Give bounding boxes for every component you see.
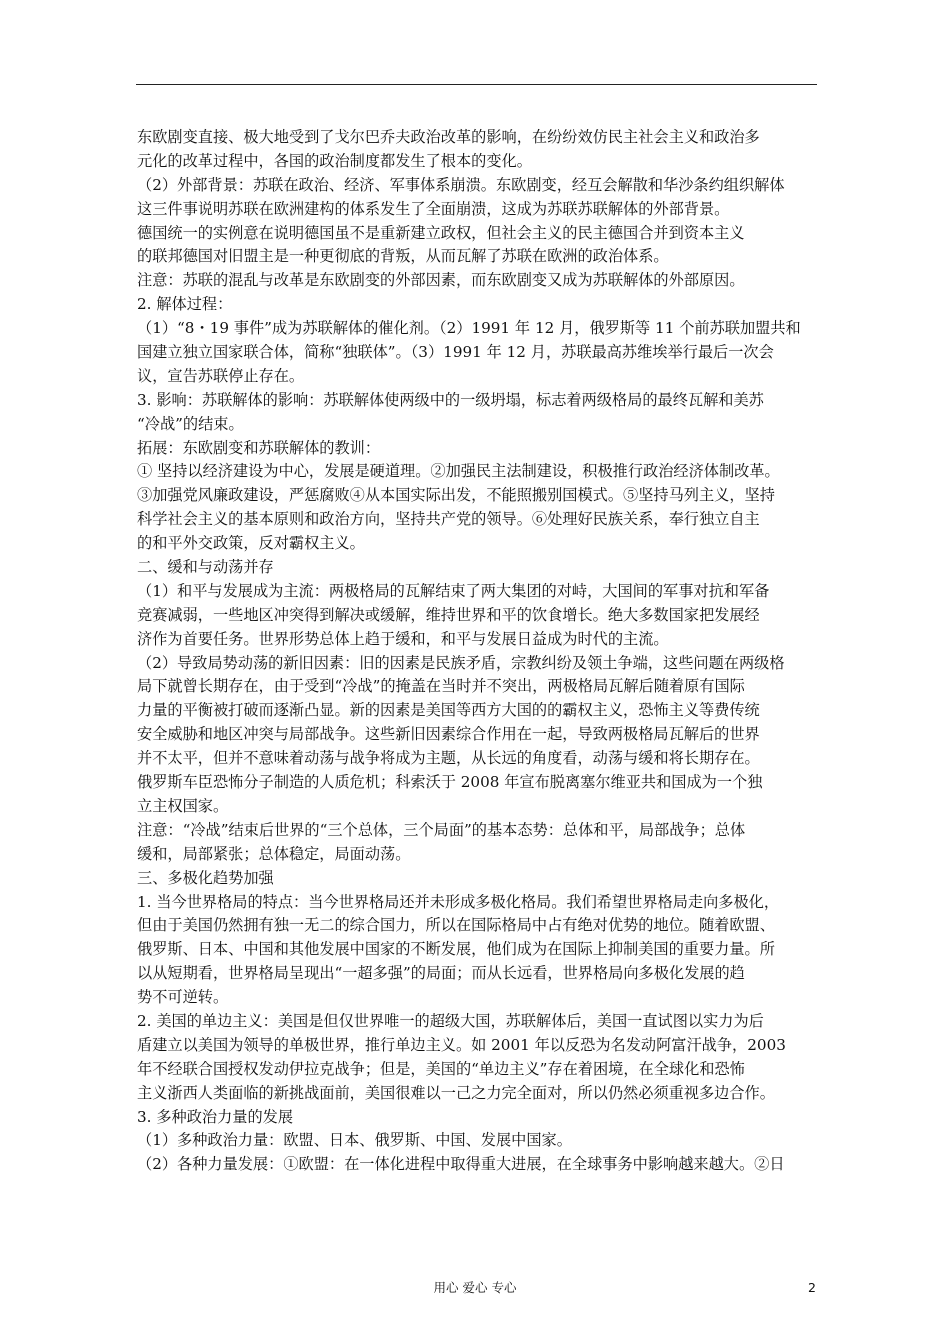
text-line: 3. 影响：苏联解体的影响：苏联解体使两级中的一级坍塌，标志着两级格局的最终瓦解和美苏 — [137, 390, 764, 409]
text-line: 的和平外交政策，反对霸权主义。 — [137, 534, 365, 553]
text-line: 以从短期看，世界格局呈现出“一超多强”的局面；而从长远看，世界格局向多极化发展的趋 — [137, 964, 745, 983]
text-line: 注意：苏联的混乱与改革是东欧剧变的外部因素，而东欧剧变又成为苏联解体的外部原因。 — [137, 271, 745, 290]
text-line: 盾建立以美国为领导的单极世界，推行单边主义。如 2001 年以反恐为名发动阿富汗战争，2003 — [137, 1035, 786, 1054]
text-line: （1）“8・19 事件”成为苏联解体的催化剂。（2）1991 年 12 月，俄罗斯等 11 个前苏联加盟共和 — [137, 319, 801, 338]
text-line: （2）各种力量发展：①欧盟：在一体化进程中取得重大进展，在全球事务中影响越来越大。②日 — [137, 1155, 785, 1174]
text-line: 俄罗斯、日本、中国和其他发展中国家的不断发展，他们成为在国际上抑制美国的重要力量。所 — [137, 940, 775, 959]
text-line: 德国统一的实例意在说明德国虽不是重新建立政权，但社会主义的民主德国合并到资本主义 — [137, 223, 745, 242]
text-line: 2. 解体过程： — [137, 295, 233, 314]
text-line: 议，宣告苏联停止存在。 — [137, 366, 305, 385]
text-line: 这三件事说明苏联在欧洲建构的体系发生了全面崩溃，这成为苏联苏联解体的外部背景。 — [137, 199, 730, 218]
footer-slogan: 用心 爱心 专心 — [433, 1280, 517, 1295]
text-line: 元化的改革过程中，各国的政治制度都发生了根本的变化。 — [137, 151, 532, 170]
text-line: 缓和，局部紧张；总体稳定，局面动荡。 — [137, 844, 411, 863]
text-line: 济作为首要任务。世界形势总体上趋于缓和，和平与发展日益成为时代的主流。 — [137, 629, 669, 648]
text-line: 注意：“冷战”结束后世界的“三个总体，三个局面”的基本态势：总体和平，局部战争；总体 — [137, 820, 746, 839]
text-line: 但由于美国仍然拥有独一无二的综合国力，所以在国际格局中占有绝对优势的地位。随着欧盟、 — [137, 916, 775, 935]
text-line: 三、多极化趋势加强 — [137, 868, 274, 887]
text-line: 局下就曾长期存在，由于受到“冷战”的掩盖在当时并不突出，两极格局瓦解后随着原有国际 — [137, 677, 745, 696]
text-line: 3. 多种政治力量的发展 — [137, 1107, 294, 1126]
text-line: 俄罗斯车臣恐怖分子制造的人质危机；科索沃于 2008 年宣布脱离塞尔维亚共和国成为一个独 — [137, 773, 763, 792]
text-line: 2. 美国的单边主义：美国是但仅世界唯一的超级大国，苏联解体后，美国一直试图以实力为后 — [137, 1011, 764, 1030]
text-line: 1. 当今世界格局的特点：当今世界格局还并未形成多极化格局。我们希望世界格局走向多极化， — [137, 892, 780, 911]
text-line: 科学社会主义的基本原则和政治方向，坚持共产党的领导。⑥处理好民族关系，奉行独立自主 — [137, 510, 760, 529]
text-line: “冷战”的结束。 — [137, 414, 244, 433]
text-line: （2）导致局势动荡的新旧因素：旧的因素是民族矛盾，宗教纠纷及领土争端，这些问题在两级格 — [137, 653, 785, 672]
text-line: ③加强党风廉政建设，严惩腐败④从本国实际出发，不能照搬别国模式。⑤坚持马列主义，坚持 — [137, 486, 775, 505]
text-line: 主义浙西人类面临的新挑战面前，美国很难以一己之力完全面对，所以仍然必须重视多边合作。 — [137, 1083, 775, 1102]
text-line: 年不经联合国授权发动伊拉克战争；但是，美国的“单边主义”存在着困境，在全球化和恐怖 — [137, 1059, 745, 1078]
text-line: 安全威胁和地区冲突与局部战争。这些新旧因素综合作用在一起，导致两极格局瓦解后的世界 — [137, 725, 760, 744]
text-line: 二、缓和与动荡并存 — [137, 558, 274, 577]
text-line: 立主权国家。 — [137, 796, 229, 815]
text-line: 国建立独立国家联合体，简称“独联体”。（3）1991 年 12 月，苏联最高苏维埃举行最后一次会 — [137, 343, 774, 362]
text-line: 并不太平，但并不意味着动荡与战争将成为主题，从长远的角度看，动荡与缓和将长期存在。 — [137, 749, 760, 768]
text-line: （2）外部背景：苏联在政治、经济、军事体系崩溃。东欧剧变，经互会解散和华沙条约组织解体 — [137, 175, 785, 194]
text-line: 力量的平衡被打破而逐渐凸显。新的因素是美国等西方大国的的霸权主义，恐怖主义等费传统 — [137, 701, 760, 720]
text-line: （1）多种政治力量：欧盟、日本、俄罗斯、中国、发展中国家。 — [137, 1131, 572, 1150]
document-body — [137, 126, 827, 1177]
page-number: 2 — [808, 1280, 816, 1295]
text-line: 竞赛减弱，一些地区冲突得到解决或缓解，维持世界和平的饮食增长。绝大多数国家把发展经 — [137, 605, 760, 624]
text-line: 势不可逆转。 — [137, 988, 229, 1007]
text-line: 东欧剧变直接、极大地受到了戈尔巴乔夫政治改革的影响，在纷纷效仿民主社会主义和政治多 — [137, 128, 760, 146]
text-line: 拓展：东欧剧变和苏联解体的教训： — [137, 438, 380, 457]
text-line: 的联邦德国对旧盟主是一种更彻底的背叛，从而瓦解了苏联在欧洲的政治体系。 — [137, 247, 669, 266]
page-footer — [0, 1278, 950, 1298]
header-rule — [136, 84, 817, 85]
text-line: ① 坚持以经济建设为中心，发展是硬道理。②加强民主法制建设，积极推行政治经济体制改革。 — [137, 462, 780, 481]
text-line: （1）和平与发展成为主流：两极格局的瓦解结束了两大集团的对峙，大国间的军事对抗和军备 — [137, 581, 770, 600]
